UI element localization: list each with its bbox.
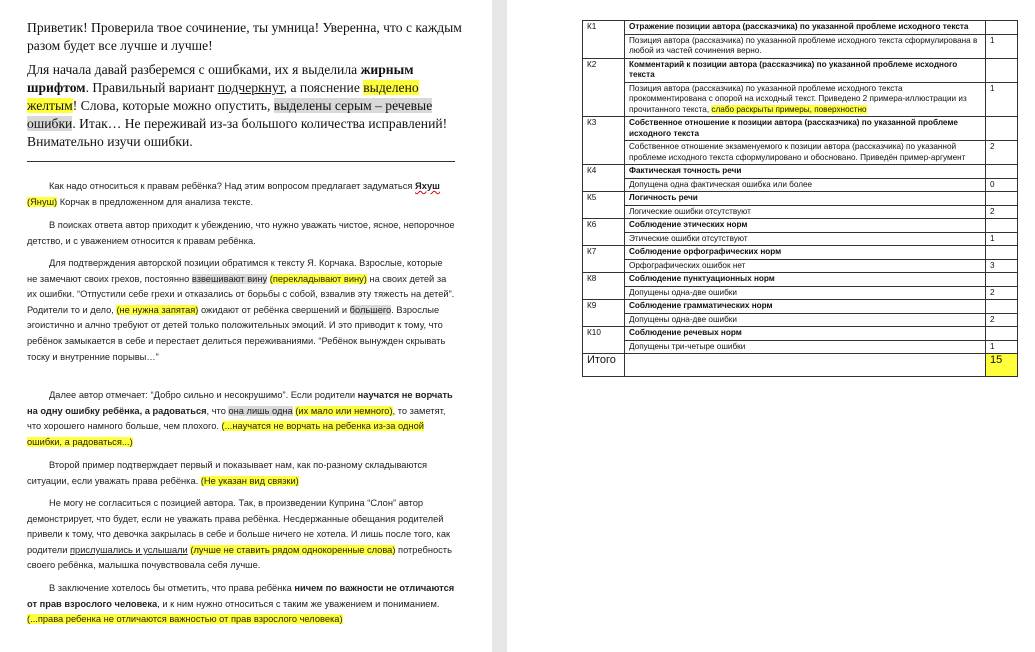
criterion-description: [625, 286, 986, 300]
criterion-code: К4: [583, 165, 625, 192]
criterion-header-row: [583, 300, 1018, 314]
letter-underline-example: подчеркнут: [217, 80, 284, 95]
criterion-detail-row: [583, 34, 1018, 58]
essay-text: ожидают от ребёнка свершений и: [198, 304, 350, 315]
letter-text: . Итак… Не переживай из-за большого количества исправлений! Внимательно изучи ошибки.: [27, 116, 448, 149]
essay-correction: (их мало или немного): [295, 405, 393, 416]
essay-paragraph-3: [27, 256, 455, 365]
essay-text: . Взрослые эгоистично и алчно требуют от детей только положительных эмоций. И это приводит к тому, что ребёнок замыкается в себе и перестает делиться переживаниями. “Ребёнок вынужден скрывать тоску и внутренние порывы…”: [27, 304, 446, 362]
essay-error-bold: научатся не ворчать на одну ошибку ребёнка, а радоваться: [27, 390, 453, 416]
criterion-detail-row: [583, 178, 1018, 192]
essay-paragraph-7: [27, 581, 455, 628]
letter-gray-example: выделены серым – речевые ошибки: [27, 98, 433, 131]
criterion-detail-row: [583, 82, 1018, 117]
criterion-description-text: Позиция автора (рассказчика) по указанной проблеме исходного текста сформулирована в любой из частей сочинения верно.: [629, 35, 978, 55]
criterion-detail-row: [583, 232, 1018, 246]
criterion-code: К10: [583, 327, 625, 354]
essay-paragraph-5: [27, 458, 455, 489]
criterion-comment: слабо раскрыты примеры, поверхностно: [711, 104, 867, 114]
letter-bold-example: жирным шрифтом: [27, 62, 414, 95]
criterion-header-row: [583, 273, 1018, 287]
criterion-code: К6: [583, 219, 625, 246]
essay-correction: (лучше не ставить рядом однокоренные слова): [190, 544, 396, 555]
essay-correction: (перекладывают вину): [269, 273, 367, 284]
criterion-score: 2: [986, 205, 1018, 219]
essay-text: В поисках ответа автор приходит к убеждению, что нужно уважать чистое, ясное, непорочное детство, и с уважением относится к правам ребёнка.: [27, 220, 455, 246]
criterion-header-score-cell: [986, 327, 1018, 341]
criterion-score: 1: [986, 232, 1018, 246]
essay-paragraph-4: [27, 388, 455, 450]
essay-text: В заключение хотелось бы отметить, что права ребёнка: [49, 583, 295, 593]
criterion-score: 0: [986, 178, 1018, 192]
criterion-code: К9: [583, 300, 625, 327]
criterion-description-text: Допущены одна-две ошибки: [629, 314, 737, 324]
criterion-description-text: Логические ошибки отсутствуют: [629, 206, 751, 216]
criterion-header-score-cell: [986, 192, 1018, 206]
separator-line: [27, 161, 455, 162]
essay-text: Корчак в предложенном для анализа тексте.: [57, 196, 254, 207]
letter-text: Для начала давай разберемся с ошибками, их я выделила: [27, 62, 361, 77]
essay-text: Не могу не согласиться с позицией автора. Так, в произведении Куприна “Слон” автор демонстрирует, что будет, если не уважать права ребёнка. Несдержанные обещания родителей привели к тому, что девочка закрылась в себе и больше ничего не хотела. И лишь после того, как родители: [27, 498, 451, 555]
criterion-header-score-cell: [986, 300, 1018, 314]
essay-text: потребность своего ребёнка, малышка почувствовала себя лучше.: [27, 544, 452, 571]
criterion-title: Соблюдение этических норм: [625, 219, 986, 233]
criterion-description: [625, 178, 986, 192]
criterion-title: Фактическая точность речи: [625, 165, 986, 179]
criterion-description-text: Этические ошибки отсутствуют: [629, 233, 748, 243]
criterion-detail-row: [583, 340, 1018, 354]
essay-correction: (Не указан вид связки): [200, 475, 299, 486]
letter-paragraph-2: [27, 61, 467, 151]
criterion-description: [625, 34, 986, 58]
letter-text: ! Слова, которые можно опустить,: [72, 98, 274, 113]
document-page-right: [507, 0, 1035, 652]
essay-text: Для подтверждения авторской позиции обратимся к тексту Я. Корчака. Взрослые, которые не замечают своих грехов, постоянно: [27, 258, 443, 284]
criterion-detail-row: [583, 259, 1018, 273]
criterion-description: [625, 313, 986, 327]
criterion-score: 1: [986, 34, 1018, 58]
criterion-description-text: Позиция автора (рассказчика) по указанной проблеме исходного текста прокомментирована с опорой на исходный текст. Приведено 2 примера-иллюстрации из прочитанного текста,: [629, 83, 967, 114]
criterion-header-row: [583, 58, 1018, 82]
total-label: Итого: [583, 354, 625, 377]
essay-correction: (не нужна запятая): [116, 304, 199, 315]
criterion-header-row: [583, 219, 1018, 233]
criterion-score: 3: [986, 259, 1018, 273]
criteria-table: [582, 20, 1018, 377]
criterion-code: К8: [583, 273, 625, 300]
criterion-code: К2: [583, 58, 625, 117]
criterion-code: К1: [583, 21, 625, 59]
criterion-title: Логичность речи: [625, 192, 986, 206]
criterion-title: Собственное отношение к позиции автора (рассказчика) по указанной проблеме исходного текста: [625, 117, 986, 141]
criterion-description: [625, 232, 986, 246]
essay-paragraph-2: [27, 218, 455, 249]
essay-text: , то заметят, что хорошего намного больше, чем плохого.: [27, 405, 446, 432]
criterion-description-text: Допущены три-четыре ошибки: [629, 341, 746, 351]
criterion-description-text: Орфографических ошибок нет: [629, 260, 746, 270]
criterion-description-text: Допущена одна фактическая ошибка или более: [629, 179, 813, 189]
criterion-score: 2: [986, 286, 1018, 300]
criterion-score: 2: [986, 313, 1018, 327]
essay-error-bold: ничем по важности не отличаются от прав взрослого человека: [27, 583, 455, 609]
criterion-detail-row: [583, 313, 1018, 327]
letter-greeting: Приветик! Проверила твое сочинение, ты умница! Уверенна, что с каждым разом будет все лучше и лучше!: [27, 20, 462, 53]
criterion-code: К5: [583, 192, 625, 219]
criterion-header-score-cell: [986, 165, 1018, 179]
letter-text: . Правильный вариант: [85, 80, 218, 95]
criterion-description: [625, 259, 986, 273]
criterion-header-row: [583, 246, 1018, 260]
essay-text: Как надо относиться к правам ребёнка? Над этим вопросом предлагает задуматься: [49, 181, 416, 191]
criterion-header-score-cell: [986, 58, 1018, 82]
criterion-header-row: [583, 21, 1018, 35]
criterion-description: [625, 82, 986, 117]
criterion-header-score-cell: [986, 219, 1018, 233]
criterion-header-row: [583, 192, 1018, 206]
criterion-score: 1: [986, 82, 1018, 117]
document-page-left: [0, 0, 492, 652]
total-score: 15: [986, 354, 1018, 377]
essay-correction: (...научатся не ворчать на ребенка из-за одной ошибки, а радоваться...): [27, 421, 424, 447]
criterion-code: К7: [583, 246, 625, 273]
criterion-detail-row: [583, 141, 1018, 165]
essay-text: , и к ним нужно относиться с таким же уважением и пониманием.: [157, 598, 440, 609]
criterion-title: Отражение позиции автора (рассказчика) по указанной проблеме исходного текста: [625, 21, 986, 35]
criterion-code: К3: [583, 117, 625, 165]
essay-paragraph-6: [27, 496, 455, 574]
essay-underlined-fix: прислушались и услышали: [69, 544, 188, 555]
essay-speech-error: большего: [349, 304, 392, 315]
letter-paragraph-1: [27, 19, 467, 55]
criterion-description: [625, 205, 986, 219]
essay-text: , что: [206, 405, 229, 416]
criterion-header-score-cell: [986, 246, 1018, 260]
criterion-header-score-cell: [986, 117, 1018, 141]
essay-paragraph-1: [27, 179, 455, 210]
criterion-header-row: [583, 327, 1018, 341]
criterion-description-text: Допущены одна-две ошибки: [629, 287, 737, 297]
criterion-score: 2: [986, 141, 1018, 165]
letter-text: , а пояснение: [283, 80, 364, 95]
criterion-title: Соблюдение грамматических норм: [625, 300, 986, 314]
essay-speech-error: взвешивают вину: [191, 273, 268, 284]
criterion-score: 1: [986, 340, 1018, 354]
criterion-detail-row: [583, 286, 1018, 300]
criterion-header-row: [583, 165, 1018, 179]
total-empty-cell: [625, 354, 986, 377]
essay-text: на своих детей за их ошибки. “Отпустили себе грехи и отказались от борьбы с собой, взвалив эту тяжесть на детей”. Родители то и дело,: [27, 273, 455, 315]
essay-text: Второй пример подтверждает первый и показывает нам, как по-разному складываются ситуации, если уважать права ребёнка.: [27, 460, 428, 486]
letter-yellow-example: выделено желтым: [27, 80, 419, 113]
total-row: [583, 354, 1018, 377]
criterion-header-row: [583, 117, 1018, 141]
essay-speech-error: она лишь одна: [228, 405, 293, 416]
essay-correction: (Януш): [27, 196, 58, 207]
criterion-header-score-cell: [986, 273, 1018, 287]
criterion-title: Соблюдение пунктуационных норм: [625, 273, 986, 287]
criterion-description-text: Собственное отношение экзаменуемого к позиции автора (рассказчика) по указанной проблеме исходного текста сформулировано и обосновано. Приведён пример-аргумент: [629, 142, 966, 162]
criterion-detail-row: [583, 205, 1018, 219]
essay-correction: (...права ребенка не отличаются важностью от прав взрослого человека): [27, 614, 343, 625]
criterion-title: Комментарий к позиции автора (рассказчика) по указанной проблеме исходного текста: [625, 58, 986, 82]
criterion-title: Соблюдение речевых норм: [625, 327, 986, 341]
criterion-description: [625, 340, 986, 354]
criterion-title: Соблюдение орфографических норм: [625, 246, 986, 260]
criterion-description: [625, 141, 986, 165]
essay-text: Далее автор отмечает: “Добро сильно и несокрушимо”. Если родители: [49, 390, 358, 400]
criterion-header-score-cell: [986, 21, 1018, 35]
essay-misspelled-word: Яхуш: [415, 181, 440, 191]
